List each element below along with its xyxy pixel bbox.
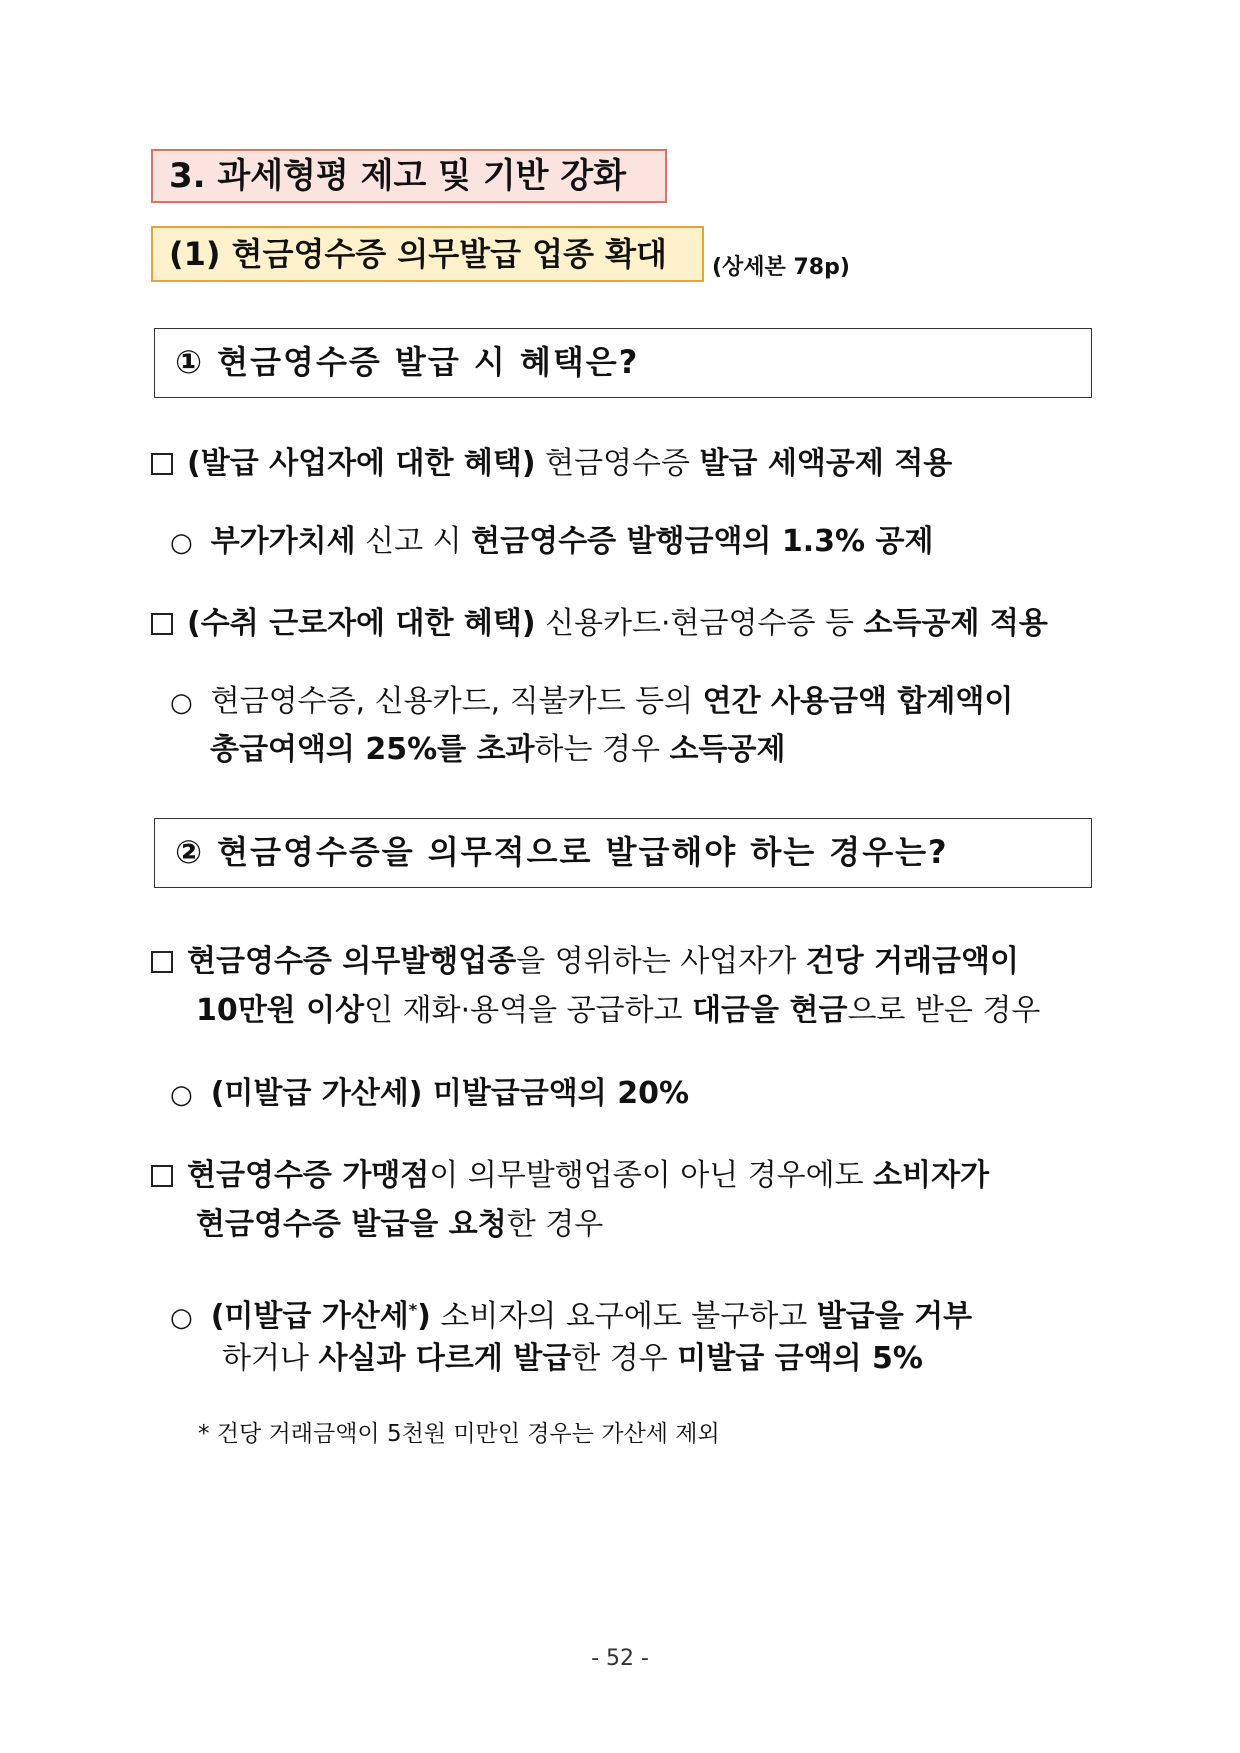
sub-bullet-penalty-5-line2: 하거나 사실과 다르게 발급한 경우 미발급 금액의 5% bbox=[222, 1341, 923, 1376]
bullet-merchant-request-line1: 현금영수증 가맹점이 의무발행업종이 아닌 경우에도 소비자가 bbox=[151, 1156, 989, 1196]
section-title: 3. 과세형평 제고 및 기반 강화 bbox=[151, 149, 667, 203]
sub-title: (1) 현금영수증 의무발급 업종 확대 bbox=[151, 226, 704, 282]
sub-bullet-penalty-20: ○ (미발급 가산세) 미발급금액의 20% bbox=[170, 1074, 689, 1115]
footnote: * 건당 거래금액이 5천원 미만인 경우는 가산세 제외 bbox=[198, 1421, 720, 1447]
bullet-issuer-benefit: (발급 사업자에 대한 혜택) 현금영수증 발급 세액공제 적용 bbox=[151, 444, 952, 484]
checkbox-square-icon bbox=[151, 1165, 173, 1187]
circle-bullet-icon: ○ bbox=[170, 1303, 193, 1333]
sub-bullet-penalty-5-line1: ○ (미발급 가산세*) 소비자의 요구에도 불구하고 발급을 거부 bbox=[170, 1290, 972, 1338]
circle-bullet-icon: ○ bbox=[170, 528, 193, 558]
page-number: - 52 - bbox=[591, 1646, 649, 1671]
reference-note: (상세본 78p) bbox=[712, 255, 850, 280]
checkbox-square-icon bbox=[151, 613, 173, 635]
sub-bullet-income-deduction-line2: 총급여액의 25%를 초과하는 경우 소득공제 bbox=[210, 732, 786, 767]
question-box-1: ① 현금영수증 발급 시 혜택은? bbox=[154, 328, 1092, 398]
circle-bullet-icon: ○ bbox=[170, 688, 193, 718]
sub-bullet-vat-deduction: ○ 부가가치세 신고 시 현금영수증 발행금액의 1.3% 공제 bbox=[170, 522, 933, 563]
bullet-mandatory-industry-line1: 현금영수증 의무발행업종을 영위하는 사업자가 건당 거래금액이 bbox=[151, 942, 1019, 982]
checkbox-square-icon bbox=[151, 951, 173, 973]
checkbox-square-icon bbox=[151, 453, 173, 475]
bullet-merchant-request-line2: 현금영수증 발급을 요청한 경우 bbox=[196, 1207, 604, 1242]
question-box-2: ② 현금영수증을 의무적으로 발급해야 하는 경우는? bbox=[154, 818, 1092, 888]
sub-bullet-income-deduction-line1: ○ 현금영수증, 신용카드, 직불카드 등의 연간 사용금액 합계액이 bbox=[170, 682, 1013, 723]
circle-bullet-icon: ○ bbox=[170, 1080, 193, 1110]
bullet-worker-benefit: (수취 근로자에 대한 혜택) 신용카드·현금영수증 등 소득공제 적용 bbox=[151, 604, 1048, 644]
bullet-mandatory-industry-line2: 10만원 이상인 재화·용역을 공급하고 대금을 현금으로 받은 경우 bbox=[196, 993, 1041, 1028]
